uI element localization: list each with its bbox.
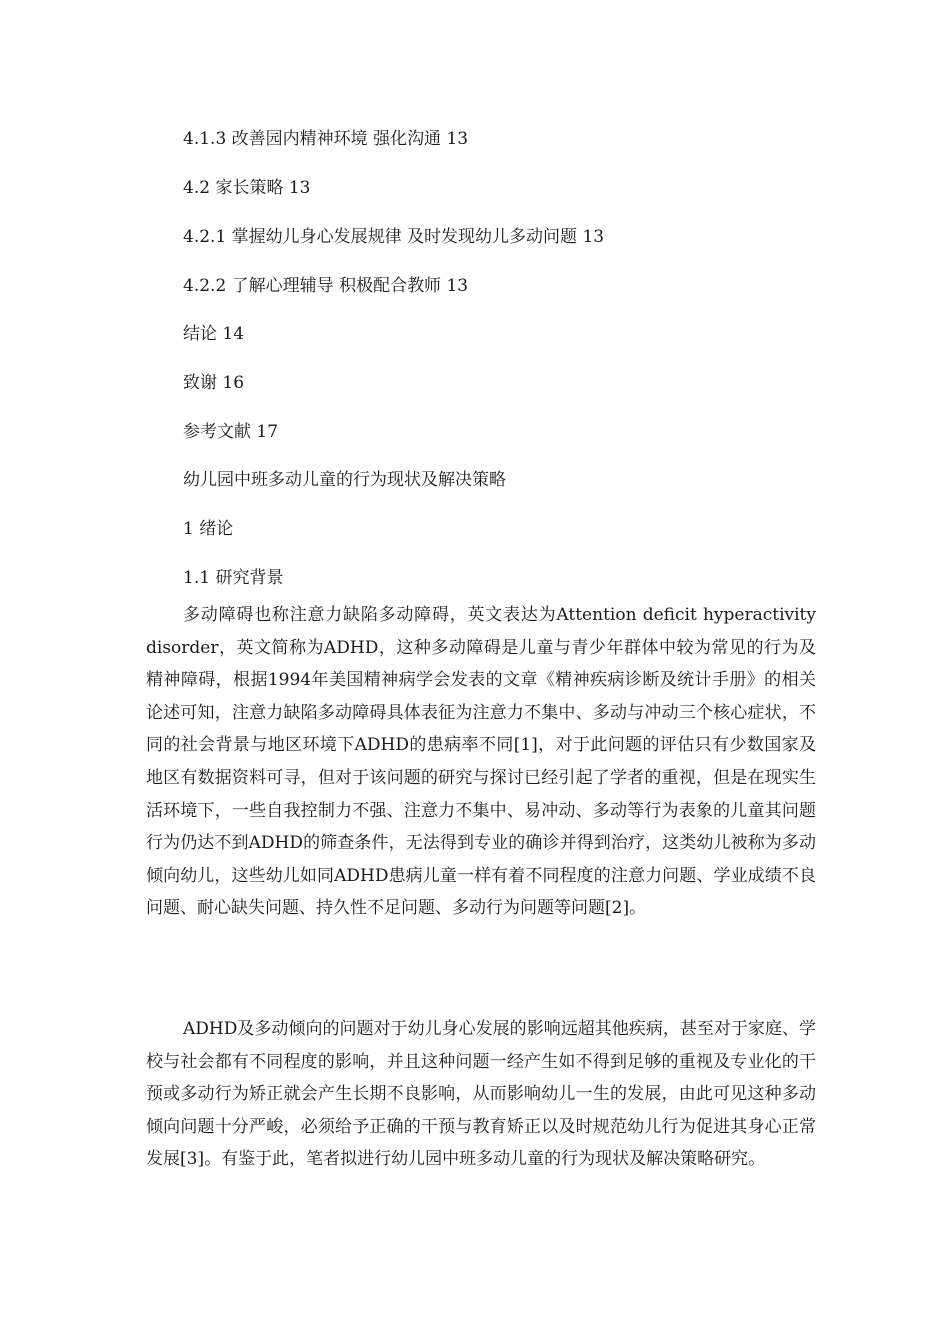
toc-entry-4-2: 4.2 家长策略 13 (183, 178, 311, 198)
toc-entry-acknowledgements: 致谢 16 (183, 373, 245, 393)
toc-entry-conclusion: 结论 14 (183, 324, 245, 344)
toc-entry-4-1-3: 4.1.3 改善园内精神环境 强化沟通 13 (183, 129, 469, 149)
chapter-heading: 1 绪论 (183, 519, 234, 539)
toc-entry-4-2-2: 4.2.2 了解心理辅导 积极配合教师 13 (183, 276, 469, 296)
section-heading: 1.1 研究背景 (183, 568, 284, 588)
toc-entry-4-2-1: 4.2.1 掌握幼儿身心发展规律 及时发现幼儿多动问题 13 (183, 227, 605, 247)
body-paragraph-impact: ADHD及多动倾向的问题对于幼儿身心发展的影响远超其他疾病，甚至对于家庭、学校与社会都有不同程度的影响，并且这种问题一经产生如不得到足够的重视及专业化的干预或多动行为矫正就会产生长期不良影响，从而影响幼儿一生的发展，由此可见这种多动倾向问题十分严峻，必须给予正确的干预与教育矫正以及时规范幼儿行为促进其身心正常发展[3]。有鉴于此，笔者拟进行幼儿园中班多动儿童的行为现状及解决策略研究。 (146, 1019, 816, 1170)
toc-entry-references: 参考文献 17 (183, 422, 279, 442)
body-paragraph-background: 多动障碍也称注意力缺陷多动障碍，英文表达为Attention deficit hyperactivity disorder，英文简称为ADHD，这种多动障碍是儿童与青少年群体中较为常见的行为及精神障碍，根据1994年美国精神病学会发表的文章《精神疾病诊断及统计手册》的相关论述可知，注意力缺陷多动障碍具体表征为注意力不集中、多动与冲动三个核心症状，不同的社会背景与地区环境下ADHD的患病率不同[1]，对于此问题的评估只有少数国家及地区有数据资料可寻，但对于该问题的研究与探讨已经引起了学者的重视，但是在现实生活环境下，一些自我控制力不强、注意力不集中、易冲动、多动等行为表象的儿童其问题行为仍达不到ADHD的筛查条件，无法得到专业的确诊并得到治疗，这类幼儿被称为多动倾向幼儿，这些幼儿如同ADHD患病儿童一样有着不同程度的注意力问题、学业成绩不良问题、耐心缺失问题、持久性不足问题、多动行为问题等问题[2]。 (146, 605, 816, 919)
document-title: 幼儿园中班多动儿童的行为现状及解决策略 (183, 470, 506, 490)
